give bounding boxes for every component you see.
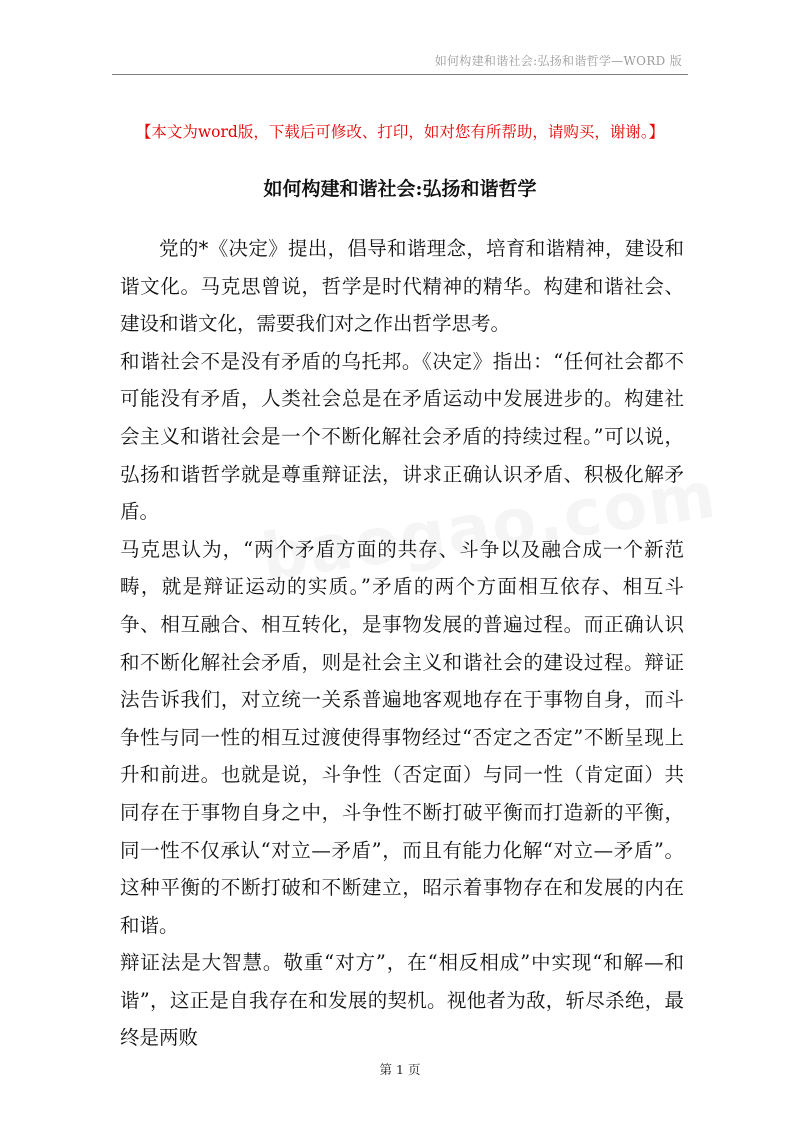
document-title: 如何构建和谐社会:弘扬和谐哲学	[263, 178, 537, 200]
paragraph-1: 党的*《决定》提出，倡导和谐理念，培育和谐精神，建设和谐文化。马克思曾说，哲学是时代精神的精华。构建和谐社会、建设和谐文化，需要我们对之作出哲学思考。	[120, 237, 684, 336]
paragraph-2: 和谐社会不是没有矛盾的乌托邦。《决定》指出：“任何社会都不可能没有矛盾，人类社会总是在矛盾运动中发展进步的。构建社会主义和谐社会是一个不断化解社会矛盾的持续过程。”可以说，弘扬和谐哲学就是尊重辩证法，讲求正确认识矛盾、积极化解矛盾。	[120, 349, 684, 524]
page-number: 第 1 页	[379, 1062, 421, 1077]
paragraph-4: 辩证法是大智慧。敬重“对方”，在“相反相成”中实现“和解—和谐”，这正是自我存在和发展的契机。视他者为敌，斩尽杀绝，最终是两败	[120, 951, 684, 1050]
header-divider	[112, 74, 688, 75]
document-body	[120, 230, 684, 1057]
paragraph-3: 马克思认为，“两个矛盾方面的共存、斗争以及融合成一个新范畴，就是辩证运动的实质。”矛盾的两个方面相互依存、相互斗争、相互融合、相互转化，是事物发展的普遍过程。而正确认识和不断化解社会矛盾，则是社会主义和谐社会的建设过程。辩证法告诉我们，对立统一关系普遍地客观地存在于事物自身，而斗争性与同一性的相互过渡使得事物经过“否定之否定”不断呈现上升和前进。也就是说，斗争性（否定面）与同一性（肯定面）共同存在于事物自身之中，斗争性不断打破平衡而打造新的平衡，同一性不仅承认“对立—矛盾”，而且有能力化解“对立—矛盾”。这种平衡的不断打破和不断建立，昭示着事物存在和发展的内在和谐。	[120, 537, 684, 937]
download-notice: 【本文为word版，下载后可修改、打印，如对您有所帮助，请购买，谢谢。】	[135, 123, 665, 141]
running-header: 如何构建和谐社会:弘扬和谐哲学—WORD 版	[434, 54, 682, 68]
